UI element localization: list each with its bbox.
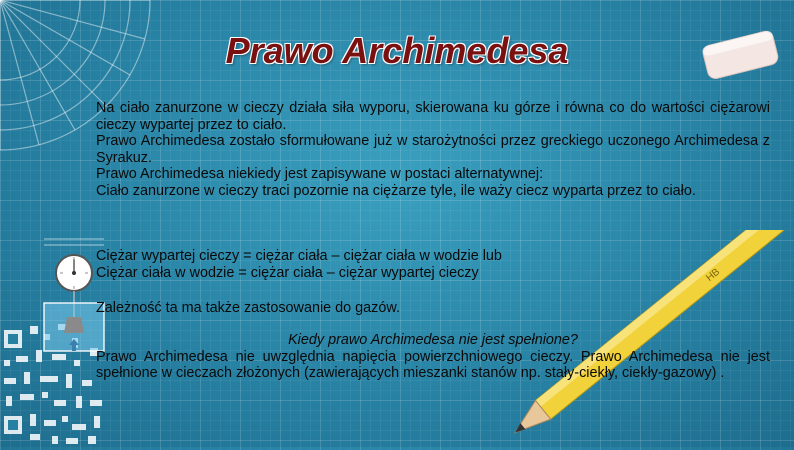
formula-line-2: Ciężar ciała w wodzie = ciężar ciała – ciężar wypartej cieczy bbox=[96, 264, 479, 281]
alternative-intro-line: Prawo Archimedesa niekiedy jest zapisywane w postaci alternatywnej: bbox=[96, 166, 544, 183]
page-title: Prawo Archimedesa bbox=[225, 30, 569, 71]
alternative-form-line: Ciało zanurzone w cieczy traci pozornie na ciężarze tyle, ile waży ciecz wyparta przez to ciało. bbox=[96, 182, 696, 199]
formula-paragraph bbox=[96, 248, 770, 284]
gases-paragraph bbox=[96, 300, 770, 317]
definition-line: Na ciało zanurzone w cieczy działa siła wyporu, skierowana ku górze i równa co do wartości ciężarowi cieczy wypartej przez to ciało. bbox=[96, 100, 770, 133]
history-line: Prawo Archimedesa zostało sformułowane już w starożytności przez greckiego uczonego Archimedesa z Syrakuz. bbox=[96, 133, 770, 166]
pencil-label: HB bbox=[704, 266, 723, 284]
definition-paragraph bbox=[96, 100, 770, 200]
formula-line-1: Ciężar wypartej cieczy = ciężar ciała – ciężar ciała w wodzie lub bbox=[96, 248, 502, 264]
exceptions-body: Prawo Archimedesa nie uwzględnia napięcia powierzchniowego cieczy. Prawo Archimedesa nie jest spełnione w cieczach złożonych (zawierających mieszanki stanów np. stały-ciekły, ciekły-gazowy) . bbox=[96, 348, 770, 382]
gases-line: Zależność ta ma także zastosowanie do gazów. bbox=[96, 300, 400, 316]
exceptions-paragraph bbox=[96, 332, 770, 382]
exceptions-subheading: Kiedy prawo Archimedesa nie jest spełnione? bbox=[288, 332, 578, 348]
